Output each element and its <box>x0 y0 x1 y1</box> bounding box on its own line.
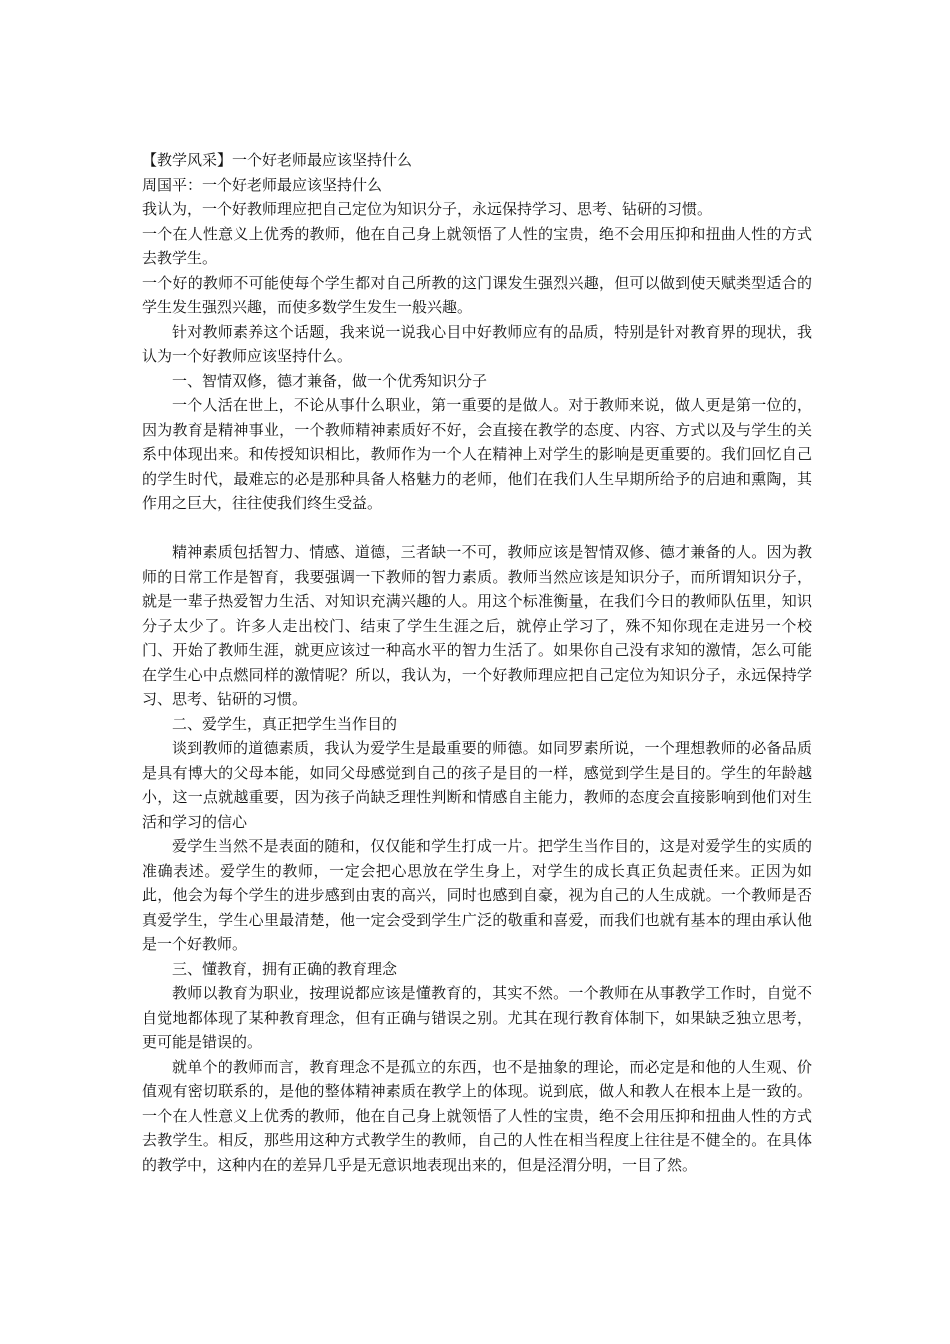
opening-paragraph: 针对教师素养这个话题，我来说一说我心目中好教师应有的品质，特别是针对教育界的现状，我认为一个好教师应该坚持什么。 <box>142 322 812 365</box>
document-page <box>142 148 812 1177</box>
document-subtitle: 周国平：一个好老师最应该坚持什么 <box>142 175 383 194</box>
body-paragraph: 就单个的教师而言，教育理念不是孤立的东西，也不是抽象的理论，而必定是和他的人生观、价值观有密切联系的，是他的整体精神素质在教学上的体现。说到底，做人和教人在根本上是一致的。一个在人性意义上优秀的教师，他在自己身上就领悟了人性的宝贵，绝不会用压抑和扭曲人性的方式去教学生。相反，那些用这种方式教学生的教师，自己的人性在相当程度上往往是不健全的。在具体的教学中，这种内在的差异几乎是无意识地表现出来的，但是泾渭分明，一目了然。 <box>142 1057 812 1174</box>
intro-paragraph: 一个在人性意义上优秀的教师，他在自己身上就领悟了人性的宝贵，绝不会用压抑和扭曲人性的方式去教学生。 <box>142 224 812 267</box>
body-paragraph: 爱学生当然不是表面的随和，仅仅能和学生打成一片。把学生当作目的，这是对爱学生的实质的准确表述。爱学生的教师，一定会把心思放在学生身上，对学生的成长真正负起责任来。正因为如此，他会为每个学生的进步感到由衷的高兴，同时也感到自豪，视为自己的人生成就。一个教师是否真爱学生，学生心里最清楚，他一定会受到学生广泛的敬重和喜爱，而我们也就有基本的理由承认他是一个好教师。 <box>142 837 812 953</box>
section-heading: 二、爱学生，真正把学生当作目的 <box>172 714 398 733</box>
intro-paragraph: 一个好的教师不可能使每个学生都对自己所教的这门课发生强烈兴趣，但可以做到使天赋类型适合的学生发生强烈兴趣，而使多数学生发生一般兴趣。 <box>142 273 812 316</box>
section-heading: 一、智情双修，德才兼备，做一个优秀知识分子 <box>172 371 488 390</box>
section-heading: 三、懂教育，拥有正确的教育理念 <box>172 959 398 978</box>
document-title: 【教学风采】一个好老师最应该坚持什么 <box>142 151 413 169</box>
paragraph-gap <box>142 516 812 541</box>
body-paragraph: 一个人活在世上，不论从事什么职业，第一重要的是做人。对于教师来说，做人更是第一位的，因为教育是精神事业，一个教师精神素质好不好，会直接在教学的态度、内容、方式以及与学生的关系中体现出来。和传授知识相比，教师作为一个人在精神上对学生的影响是更重要的。我们回忆自己的学生时代，最难忘的必是那种具备人格魅力的老师，他们在我们人生早期所给予的启迪和熏陶，其作用之巨大，往往使我们终生受益。 <box>142 396 812 512</box>
body-paragraph: 谈到教师的道德素质，我认为爱学生是最重要的师德。如同罗素所说，一个理想教师的必备品质是具有博大的父母本能，如同父母感觉到自己的孩子是目的一样，感觉到学生是目的。学生的年龄越小，这一点就越重要，因为孩子尚缺乏理性判断和情感自主能力，教师的态度会直接影响到他们对生活和学习的信心 <box>142 739 812 831</box>
intro-paragraph: 我认为，一个好教师理应把自己定位为知识分子，永远保持学习、思考、钻研的习惯。 <box>142 200 713 218</box>
body-paragraph: 精神素质包括智力、情感、道德，三者缺一不可，教师应该是智情双修、德才兼备的人。因为教师的日常工作是智育，我要强调一下教师的智力素质。教师当然应该是知识分子，而所谓知识分子，就是一辈子热爱智力生活、对知识充满兴趣的人。用这个标准衡量，在我们今日的教师队伍里，知识分子太少了。许多人走出校门、结束了学生生涯之后，就停止学习了，殊不知你现在走进另一个校门、开始了教师生涯，就更应该过一种高水平的智力生活了。如果你自己没有求知的激情，怎么可能在学生心中点燃同样的激情呢？所以，我认为，一个好教师理应把自己定位为知识分子，永远保持学习、思考、钻研的习惯。 <box>142 543 812 708</box>
body-paragraph: 教师以教育为职业，按理说都应该是懂教育的，其实不然。一个教师在从事教学工作时，自觉不自觉地都体现了某种教育理念，但有正确与错误之别。尤其在现行教育体制下，如果缺乏独立思考，更可能是错误的。 <box>142 984 812 1051</box>
